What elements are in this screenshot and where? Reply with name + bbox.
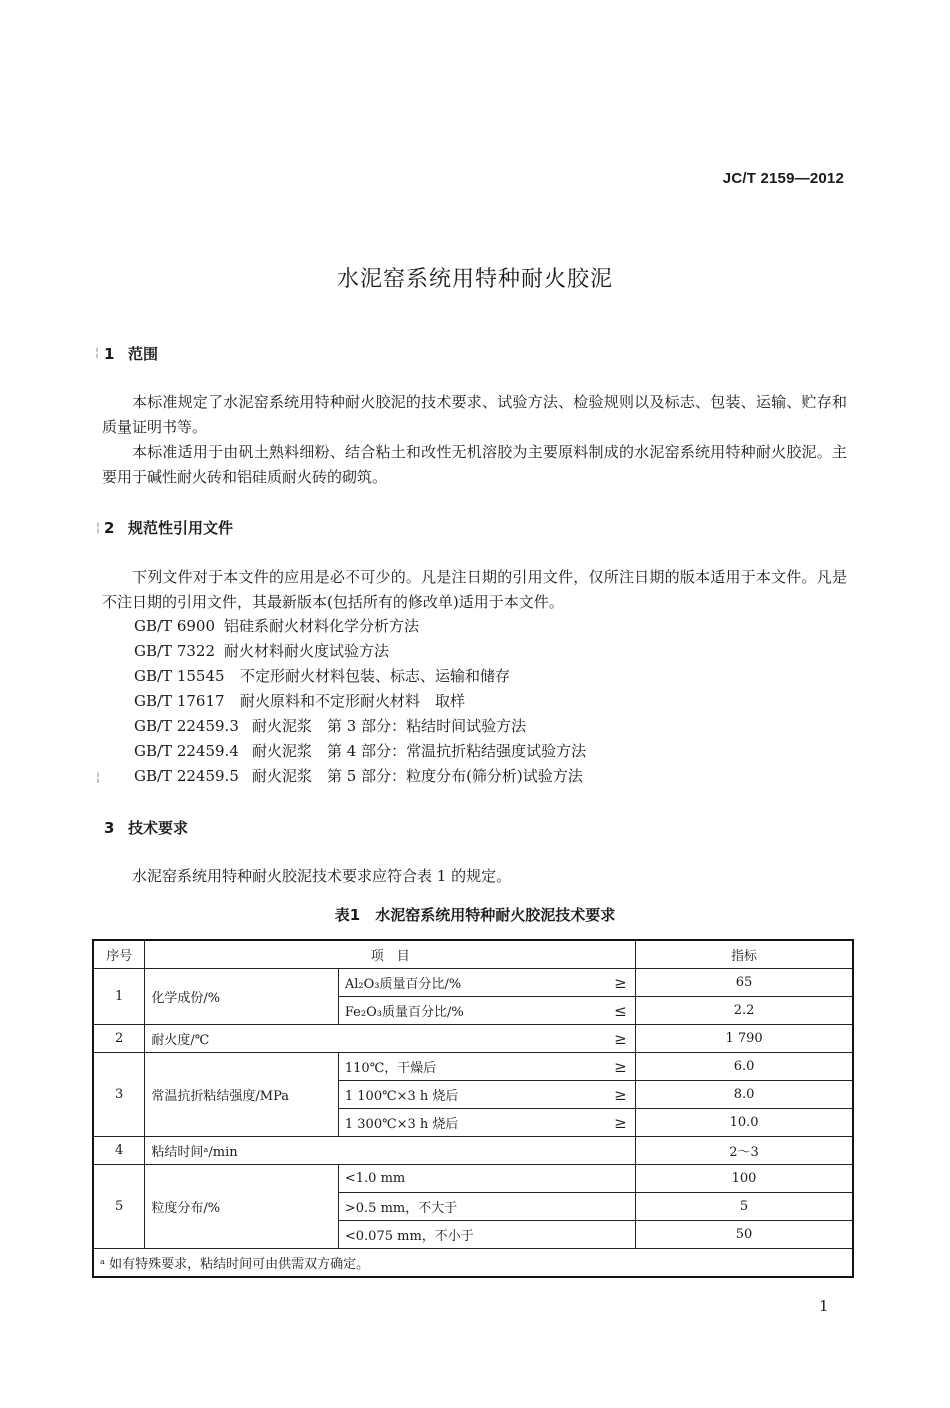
index-value: 100	[636, 1165, 853, 1193]
reference-code: GB/T 22459.3	[134, 717, 239, 735]
reference-list	[134, 614, 586, 789]
index-value: 8.0	[636, 1081, 853, 1109]
index-value: 2～3	[636, 1137, 853, 1165]
section-number: 3	[104, 819, 115, 837]
reference-item	[134, 739, 586, 764]
reference-item	[134, 664, 586, 689]
sub-label: >0.5 mm，不大于	[338, 1193, 635, 1221]
reference-code: GB/T 17617	[134, 692, 225, 710]
scan-mark: ¦	[96, 770, 101, 784]
header-item: 项 目	[145, 940, 636, 969]
reference-code: GB/T 22459.4	[134, 742, 239, 760]
document-title: 水泥窑系统用特种耐火胶泥	[336, 267, 613, 292]
comparison-symbol: ≤	[606, 997, 636, 1025]
index-value: 65	[636, 969, 853, 997]
row-item: 粘结时间ᵃ/min	[145, 1137, 636, 1165]
sub-label: <0.075 mm，不小于	[338, 1221, 635, 1249]
page-number: 1	[819, 1297, 829, 1315]
reference-title: 耐火泥浆 第 3 部分：粘结时间试验方法	[252, 717, 527, 735]
reference-title: 铝硅系耐火材料化学分析方法	[224, 617, 420, 635]
comparison-symbol: ≥	[606, 1053, 636, 1081]
row-no: 1	[93, 969, 145, 1025]
index-value: 5	[636, 1193, 853, 1221]
scan-mark: ¦	[95, 345, 100, 359]
reference-title: 耐火泥浆 第 4 部分：常温抗折粘结强度试验方法	[252, 742, 587, 760]
table-note-row	[93, 1249, 853, 1278]
reference-title: 不定形耐火材料包装、标志、运输和储存	[240, 667, 511, 685]
index-value: 1 790	[636, 1025, 853, 1053]
index-value: 2.2	[636, 997, 853, 1025]
table-row	[93, 1137, 853, 1165]
reference-item	[134, 614, 586, 639]
paragraph: 本标准规定了水泥窑系统用特种耐火胶泥的技术要求、试验方法、检验规则以及标志、包装、运输、贮存和质量证明书等。	[102, 393, 847, 436]
sub-label: 110℃，干燥后	[338, 1053, 605, 1081]
table-row	[93, 1053, 853, 1081]
section-2-heading	[104, 517, 233, 538]
reference-code: GB/T 22459.5	[134, 767, 239, 785]
sub-label: <1.0 mm	[338, 1165, 635, 1193]
header-index: 指标	[636, 940, 853, 969]
row-no: 5	[93, 1165, 145, 1249]
row-item: 耐火度/℃	[145, 1025, 606, 1053]
sub-label: Fe₂O₃质量百分比/%	[338, 997, 605, 1025]
section-title: 技术要求	[128, 819, 189, 837]
table-header-row	[93, 940, 853, 969]
section-number: 1	[104, 345, 115, 363]
reference-item	[134, 689, 586, 714]
row-item: 化学成份/%	[145, 969, 338, 1025]
section-number: 2	[104, 519, 115, 537]
reference-code: GB/T 7322	[134, 642, 216, 660]
section-3-heading	[104, 817, 188, 838]
reference-code: GB/T 15545	[134, 667, 225, 685]
section-title: 范围	[128, 345, 159, 363]
section-title: 规范性引用文件	[128, 519, 234, 537]
table-note: ᵃ 如有特殊要求，粘结时间可由供需双方确定。	[93, 1249, 853, 1278]
paragraph: 本标准适用于由矾土熟料细粉、结合粘土和改性无机溶胶为主要原料制成的水泥窑系统用特种耐火胶泥。主要用于碱性耐火砖和铝硅质耐火砖的砌筑。	[102, 443, 847, 486]
table-row	[93, 1165, 853, 1193]
reference-title: 耐火原料和不定形耐火材料 取样	[240, 692, 466, 710]
spec-table	[92, 939, 854, 1278]
reference-title: 耐火泥浆 第 5 部分：粒度分布(筛分析)试验方法	[252, 767, 583, 785]
paragraph: 水泥窑系统用特种耐火胶泥技术要求应符合表 1 的规定。	[132, 867, 512, 885]
index-value: 10.0	[636, 1109, 853, 1137]
reference-item	[134, 639, 586, 664]
standard-code: JC/T 2159—2012	[722, 170, 844, 187]
sub-label: 1 100℃×3 h 烧后	[338, 1081, 605, 1109]
reference-item	[134, 764, 586, 789]
reference-title: 耐火材料耐火度试验方法	[224, 642, 390, 660]
row-no: 2	[93, 1025, 145, 1053]
table-row	[93, 1025, 853, 1053]
table-caption: 表1 水泥窑系统用特种耐火胶泥技术要求	[334, 906, 616, 924]
index-value: 50	[636, 1221, 853, 1249]
section-1-heading	[104, 343, 158, 364]
reference-item	[134, 714, 586, 739]
row-item: 常温抗折粘结强度/MPa	[145, 1053, 338, 1137]
sub-label: Al₂O₃质量百分比/%	[338, 969, 605, 997]
index-value: 6.0	[636, 1053, 853, 1081]
scan-mark: ¦	[96, 520, 101, 534]
paragraph: 下列文件对于本文件的应用是必不可少的。凡是注日期的引用文件，仅所注日期的版本适用于本文件。凡是不注日期的引用文件，其最新版本(包括所有的修改单)适用于本文件。	[102, 568, 847, 611]
comparison-symbol: ≥	[606, 1081, 636, 1109]
comparison-symbol: ≥	[606, 969, 636, 997]
header-no: 序号	[93, 940, 145, 969]
table-row	[93, 969, 853, 997]
row-item: 粒度分布/%	[145, 1165, 338, 1249]
row-no: 3	[93, 1053, 145, 1137]
sub-label: 1 300℃×3 h 烧后	[338, 1109, 605, 1137]
reference-code: GB/T 6900	[134, 617, 216, 635]
comparison-symbol: ≥	[606, 1025, 636, 1053]
row-no: 4	[93, 1137, 145, 1165]
comparison-symbol: ≥	[606, 1109, 636, 1137]
